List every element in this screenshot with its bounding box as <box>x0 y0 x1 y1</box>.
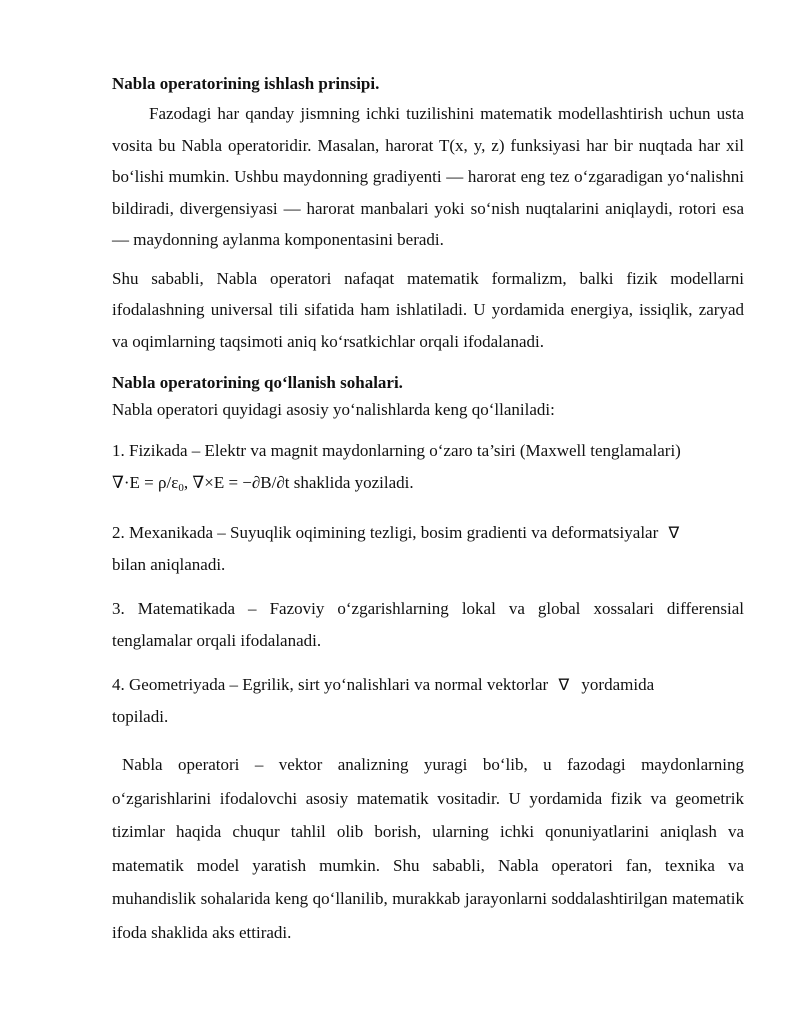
section-heading-principle: Nabla operatorining ishlash prinsipi. <box>112 74 380 93</box>
list-item-mechanics-tail: bilan aniqlanadi. <box>112 554 226 574</box>
list-item-mechanics-text: 2. Mexanikada – Suyuqlik oqimining tezligi, bosim gradienti va deformatsiyalar <box>112 523 659 542</box>
paragraph-principle-intro: Fazodagi har qanday jismning ichki tuzilishini matematik modellashtirish uchun usta vosita bu Nabla operatoridir. Masalan, harorat T(x, y, z) funksiyasi har bir nuqtada har xil bo‘lishi mumkin. Ushbu maydonning gradiyenti — harorat eng tez o‘zgaradigan yo‘nalishni bildiradi, divergensiyasi — harorat manbalari yoki so‘nish nuqtalarini aniqlaydi, rotori esa — maydonning aylanma komponentasini beradi. <box>112 104 744 249</box>
list-item-geometry-tail: topiladi. <box>112 706 169 726</box>
maxwell-formula-subscript: 0 <box>178 481 184 494</box>
applications-intro: Nabla operatori quyidagi asosiy yo‘nalishlarda keng qo‘llaniladi: <box>112 400 555 419</box>
maxwell-formula <box>112 473 414 492</box>
conclusion-paragraph: Nabla operatori – vektor analizning yuragi bo‘lib, u fazodagi maydonlarning o‘zgarishlarini ifodalovchi asosiy matematik vositadir. U yordamida fizik va geometrik tizimlar haqida chuqur tahlil olib borish, ularning ichki qonuniyatlarini aniqlash va matematik model yaratish mumkin. Shu sababli, Nabla operatori fan, texnika va muhandislik sohalarida keng qo‘llanilib, murakkab jarayonlarni soddalashtirilgan matematik ifoda shaklida aks ettiradi. <box>112 755 744 942</box>
nabla-symbol: ∇ <box>558 675 570 694</box>
list-item-geometry-tail-inline: yordamida <box>581 675 655 694</box>
list-item-geometry-text: 4. Geometriyada – Egrilik, sirt yo‘nalishlari va normal vektorlar <box>112 675 549 694</box>
maxwell-formula-part-b: , ∇×E = −∂B/∂t shaklida yoziladi. <box>183 472 414 492</box>
list-item-mechanics <box>112 517 744 580</box>
list-item-geometry <box>112 669 744 732</box>
section-heading-applications: Nabla operatorining qo‘llanish sohalari. <box>112 373 403 392</box>
list-item-mathematics: 3. Matematikada – Fazoviy o‘zgarishlarning lokal va global xossalari differensial tenglamalar orqali ifodalanadi. <box>112 599 744 650</box>
maxwell-formula-part-a: ∇·E = ρ/ε <box>112 472 179 492</box>
list-item-physics <box>112 435 744 504</box>
document-page <box>112 72 744 949</box>
paragraph-principle-summary: Shu sababli, Nabla operatori nafaqat matematik formalizm, balki fizik modellarni ifodalashning universal tili sifatida ham ishlatiladi. U yordamida energiya, issiqlik, zaryad va oqimlarning taqsimoti aniq ko‘rsatkichlar orqali ifodalanadi. <box>112 268 744 351</box>
list-item-physics-text: 1. Fizikada – Elektr va magnit maydonlarning o‘zaro ta’siri (Maxwell tenglamalari) <box>112 441 681 460</box>
nabla-symbol: ∇ <box>668 523 680 542</box>
